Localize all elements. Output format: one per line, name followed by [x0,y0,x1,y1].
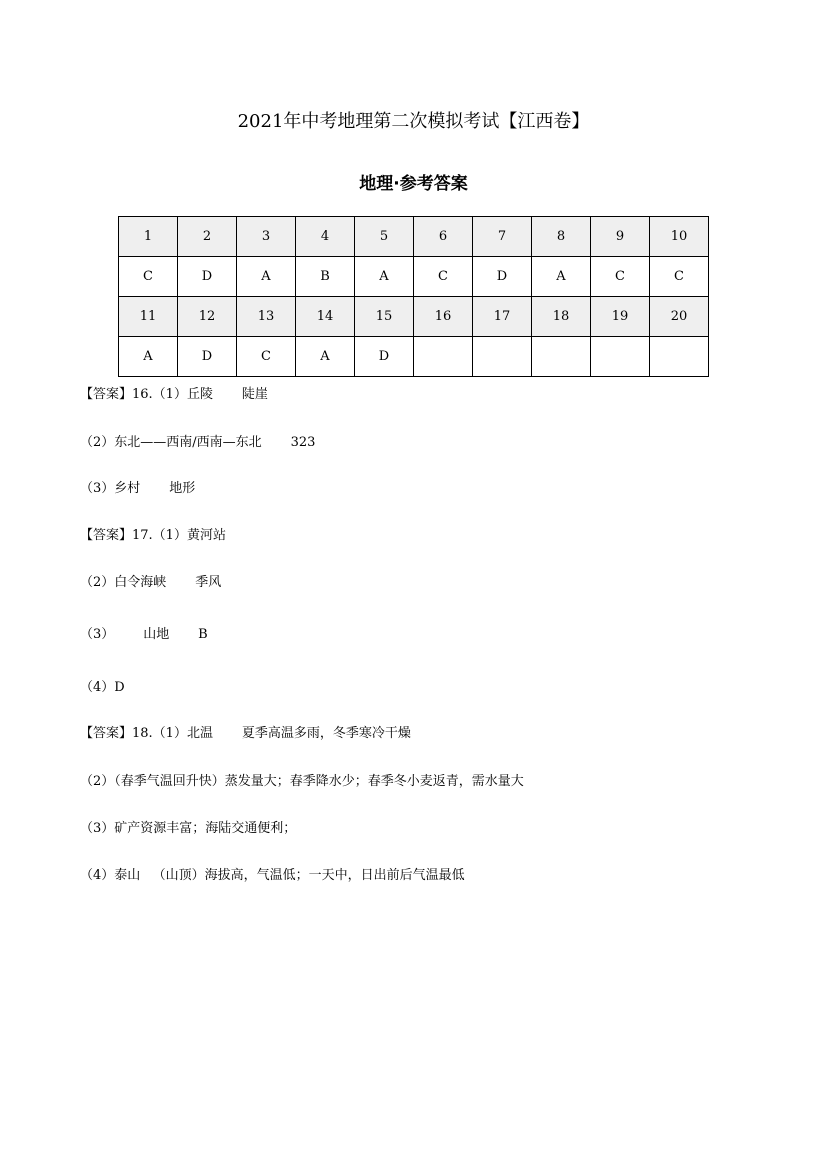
table-cell: 15 [355,297,414,337]
table-cell: A [355,257,414,297]
table-cell: A [532,257,591,297]
table-cell: 11 [119,297,178,337]
answer-18-line-3: （3）矿产资源丰富；海陆交通便利； [80,821,297,836]
table-cell: 7 [473,217,532,257]
table-cell: C [414,257,473,297]
table-cell: 2 [178,217,237,257]
answer-17-line-3: （3） 山地 B [80,627,208,642]
answer-16-line-1: 【答案】16.（1）丘陵 陡崖 [80,387,268,402]
answer-17-line-2: （2）白令海峡 季风 [80,575,222,590]
table-cell: 4 [296,217,355,257]
answer-18-line-4: （4）泰山 （山顶）海拔高，气温低；一天中，日出前后气温最低 [80,868,465,883]
table-cell [473,337,532,377]
answer-key-table [118,216,709,377]
answer-16-line-2: （2）东北——西南/西南—东北 323 [80,435,316,450]
table-cell: 1 [119,217,178,257]
table-cell: C [591,257,650,297]
table-cell: A [296,337,355,377]
question-number-row [119,217,709,257]
table-cell: C [119,257,178,297]
table-cell: 13 [237,297,296,337]
table-cell: D [355,337,414,377]
answer-letter-row [119,337,709,377]
table-cell: 20 [650,297,709,337]
table-cell: 19 [591,297,650,337]
question-number-row [119,297,709,337]
table-cell: 16 [414,297,473,337]
answer-16-line-3: （3）乡村 地形 [80,481,196,496]
answer-17-line-1: 【答案】17.（1）黄河站 [80,528,226,543]
table-cell: D [178,337,237,377]
table-cell: 9 [591,217,650,257]
answer-18-line-1: 【答案】18.（1）北温 夏季高温多雨，冬季寒冷干燥 [80,726,411,741]
answer-letter-row [119,257,709,297]
table-cell [591,337,650,377]
table-cell [532,337,591,377]
table-cell: 18 [532,297,591,337]
table-cell: 6 [414,217,473,257]
table-cell: D [473,257,532,297]
document-subtitle: 地理·参考答案 [359,174,468,194]
table-cell: A [237,257,296,297]
answer-18-line-2: （2）（春季气温回升快）蒸发量大；春季降水少；春季冬小麦返青，需水量大 [80,774,524,789]
table-cell: D [178,257,237,297]
table-cell: C [650,257,709,297]
table-cell: B [296,257,355,297]
table-cell: A [119,337,178,377]
table-cell: 5 [355,217,414,257]
table-cell: 12 [178,297,237,337]
table-cell: 3 [237,217,296,257]
table-cell: 14 [296,297,355,337]
document-title: 2021年中考地理第二次模拟考试【江西卷】 [237,111,590,132]
table-cell: C [237,337,296,377]
table-cell: 8 [532,217,591,257]
table-cell: 10 [650,217,709,257]
answer-17-line-4: （4）D [80,680,125,695]
table-cell: 17 [473,297,532,337]
table-cell [650,337,709,377]
table-cell [414,337,473,377]
